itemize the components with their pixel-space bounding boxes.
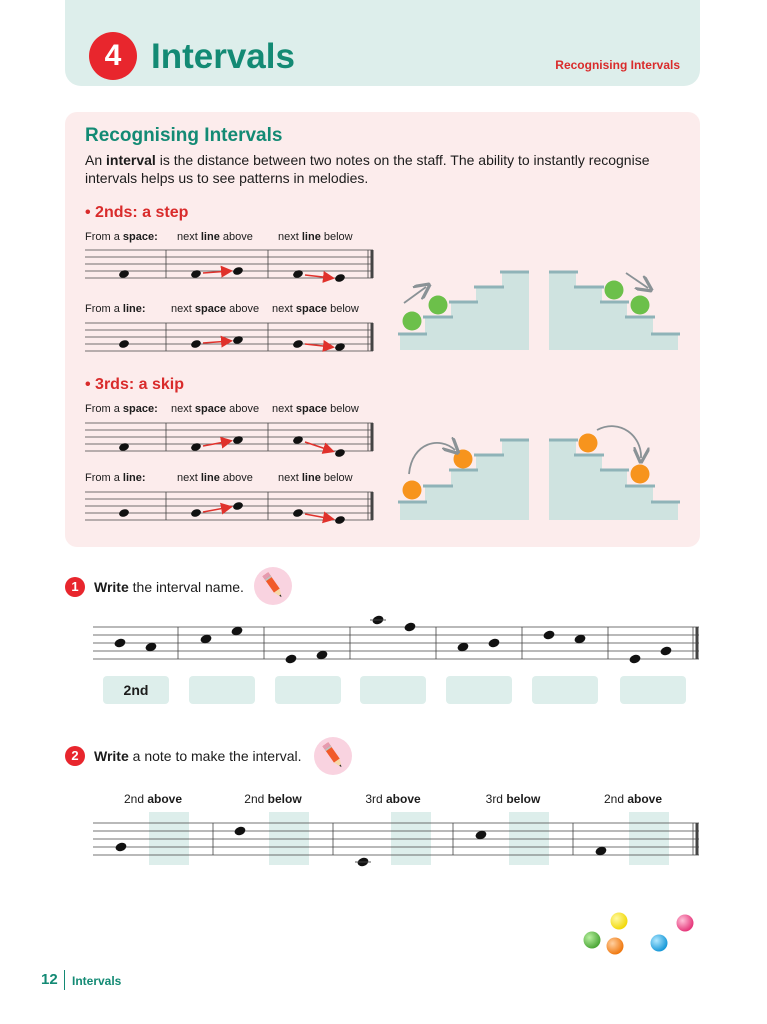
note-answer-area bbox=[149, 812, 189, 865]
note bbox=[233, 825, 246, 836]
decorative-balls-icon bbox=[575, 905, 700, 965]
seconds-heading: • 2nds: a step bbox=[85, 204, 189, 221]
answer-box[interactable]: 2nd bbox=[103, 676, 169, 704]
chapter-subtitle: Recognising Intervals bbox=[555, 58, 680, 72]
interval-label: 2nd above bbox=[123, 792, 183, 806]
exercise-2-instruction: Write a note to make the interval. bbox=[94, 748, 302, 764]
note bbox=[114, 841, 127, 852]
note-answer-area bbox=[629, 812, 669, 865]
note-answer-area bbox=[391, 812, 431, 865]
label-above: next line above bbox=[177, 231, 253, 243]
exercise-2-number: 2 bbox=[65, 746, 85, 766]
note-answer-area bbox=[509, 812, 549, 865]
label-below: next space below bbox=[272, 303, 359, 315]
label-below: next space below bbox=[272, 403, 359, 415]
exercise-1-instruction: Write the interval name. bbox=[94, 579, 244, 595]
panel-intro: An interval is the distance between two notes on the staff. The ability to instantly recognise intervals helps us to see patterns in melodies. bbox=[85, 152, 650, 186]
panel-title: Recognising Intervals bbox=[85, 125, 283, 146]
interval-label: 3rd above bbox=[365, 792, 421, 806]
footer-section-title: Intervals bbox=[72, 974, 122, 988]
label-above: next line above bbox=[177, 472, 253, 484]
label-above: next space above bbox=[171, 303, 260, 315]
thirds-heading: • 3rds: a skip bbox=[85, 376, 184, 393]
interval-label: 2nd above bbox=[603, 792, 663, 806]
label-start: From a line: bbox=[85, 303, 146, 315]
note-answer-area bbox=[269, 812, 309, 865]
label-above: next space above bbox=[171, 403, 260, 415]
chapter-number-badge: 4 bbox=[89, 32, 137, 80]
label-below: next line below bbox=[278, 231, 353, 243]
page-number: 12 bbox=[41, 971, 58, 988]
label-start: From a space: bbox=[85, 403, 158, 415]
chapter-title: Intervals bbox=[151, 37, 295, 76]
label-start: From a space: bbox=[85, 231, 158, 243]
exercise-1-number: 1 bbox=[65, 577, 85, 597]
label-start: From a line: bbox=[85, 472, 146, 484]
interval-label: 2nd below bbox=[244, 792, 302, 806]
interval-label: 3rd below bbox=[485, 792, 541, 806]
footer-divider bbox=[64, 970, 65, 990]
label-below: next line below bbox=[278, 472, 353, 484]
